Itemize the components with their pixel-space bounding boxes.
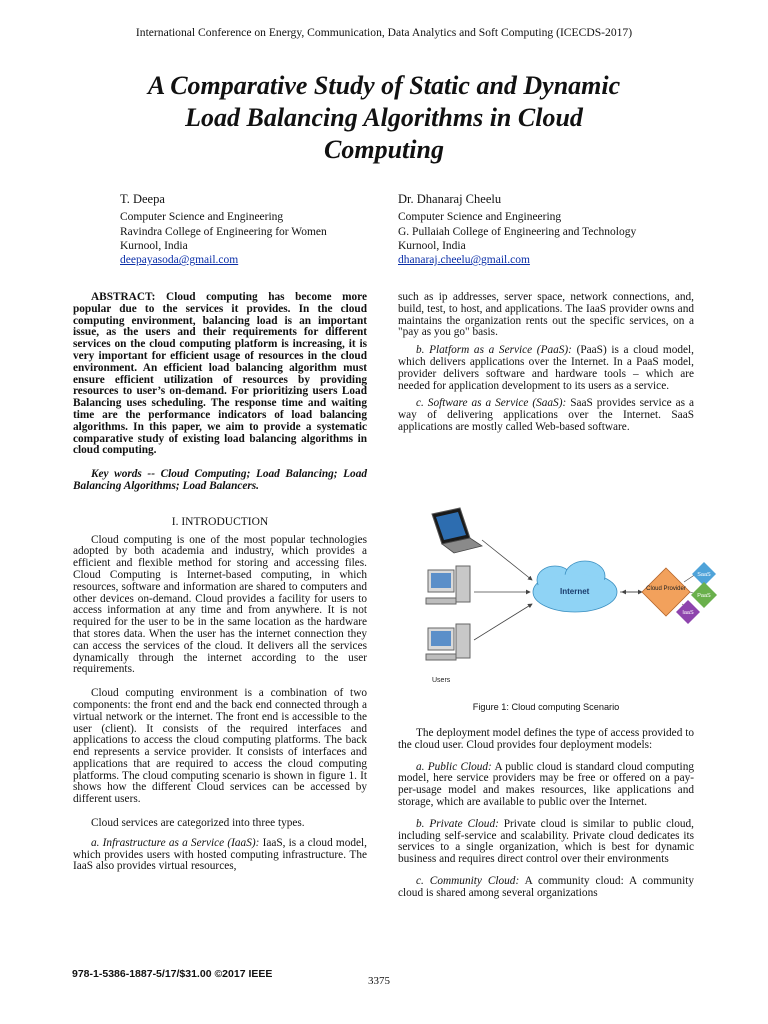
desktop-computer-icon [426,624,470,660]
connection-arrow [482,540,532,580]
title-line-2: Load Balancing Algorithms in Cloud [185,103,583,132]
connection-arrow [474,604,532,640]
abstract-label: ABSTRACT: [91,291,156,303]
private-cloud-label: b. Private Cloud: [416,817,499,830]
author-college: Ravindra College of Engineering for Women [120,225,327,238]
iaas-text: IaaS, is a cloud model, which provides users with hosted computing infrastructure. The IaaS also provides virtual resources, [73,836,367,873]
provider-label-text: Cloud Provider [646,586,686,592]
author-1 [120,192,390,267]
paas-text: (PaaS) is a cloud model, which delivers applications over the Internet. In a PaaS model, provider delivers software and hardware tools – which are needed for application development to its users as a service. [398,344,694,392]
intro-paragraph-1: Cloud computing is one of the most popular technologies adopted by both academia and industry, which provides a efficient and flexible method for storing and accessing files. Cloud Computing is Internet-based computing, in which resources, software and information are shared to computers and other devices on-demand. Cloud provides a facility for users to access information at any time and from anywhere. It is not required for the user to be in the same location as the hardware that stores data. When the user has the internet connection they can access the services of the cloud. It delivers all the services dynamically through the internet according to the user requirements. [73,533,367,676]
author-college: G. Pullaiah College of Engineering and Technology [398,225,637,238]
community-cloud-text: A community cloud: A community cloud is shared among several organizations [398,874,694,899]
title-line-1: A Comparative Study of Static and Dynamic [147,71,621,100]
left-column [73,292,367,873]
author-dept: Computer Science and Engineering [398,211,562,224]
right-column-bottom [398,728,694,900]
paas-node-label: PaaS [697,593,711,599]
private-cloud-paragraph [398,819,694,866]
iaas-node-label: IaaS [682,610,694,616]
abstract [73,292,367,457]
iaas-continued: such as ip addresses, server space, network connections, and, build, test, to host, and applications. The IaaS provider owns and maintains the organization rents out the specific services, on a "pay as you go" basis. [398,291,694,339]
abstract-text: Cloud computing has become more popular due to the services it provides. In the cloud computing environment, balancing load is an important issue, as the users and their requirements for different services on the cloud computing platform is increasing, it is very important for efficient usage of resources in the cloud environment. An efficient load balancing algorithm must ensure efficient utilization of resources by providing resources to user’s on-demand. For prioritizing users Load Balancing uses scheduling. The response time and waiting time are the performance indicators of load balancing algorithms. In this paper, we aim to provide a systematic comparative study of existing load balancing algorithms in cloud computing. [73,291,367,457]
author-email-link[interactable]: dhanaraj.cheelu@gmail.com [398,254,530,267]
laptop-icon [432,508,482,553]
saas-node-label: SaaS [697,572,711,578]
community-cloud-label: c. Community Cloud: [416,874,520,887]
public-cloud-label: a. Public Cloud: [416,760,492,773]
page-number: 3375 [368,975,390,987]
intro-paragraph-3: Cloud services are categorized into three types. [91,817,305,830]
paas-paragraph [398,345,694,392]
isbn-footer: 978-1-5386-1887-5/17/$31.00 ©2017 IEEE [72,968,273,980]
cloud-scenario-figure [420,500,720,690]
public-cloud-text: A public cloud is standard cloud computing model, here service providers may be free or offered on a pay-per-usage model and makes resources, like applications and storage, which are available to public over the Internet. [398,760,694,808]
intro-paragraph-2: Cloud computing environment is a combination of two components: the front end and the back end connected through a virtual network or the internet. The front end is accessible to the user (client). It consists of the required interfaces and applications to access the cloud computing platforms. The back end represents a service provider. It consists of interfaces and applications that are required to access the cloud computing platforms. The cloud computing scenario is shown in figure 1. It shows how the different Cloud services can be accessed by different users. [73,687,367,806]
desktop-computer-icon [426,566,470,604]
section-heading: I. INTRODUCTION [171,515,269,528]
paas-label: b. Platform as a Service (PaaS): [416,344,572,357]
users-label: Users [432,677,451,684]
author-name: Dr. Dhanaraj Cheelu [398,192,502,206]
saas-label: c. Software as a Service (SaaS): [416,397,567,410]
iaas-paragraph [73,838,367,873]
figure-caption: Figure 1: Cloud computing Scenario [472,702,620,712]
keywords: Key words -- Cloud Computing; Load Balancing; Load Balancing Algorithms; Load Balancers. [73,468,367,492]
author-city: Kurnool, India [120,239,188,252]
internet-label: Internet [560,587,590,596]
author-dept: Computer Science and Engineering [120,211,284,224]
author-city: Kurnool, India [398,239,466,252]
saas-paragraph [398,398,694,433]
iaas-label: a. Infrastructure as a Service (IaaS): [91,836,260,849]
paper-title [60,70,708,166]
deployment-paragraph: The deployment model defines the type of access provided to the cloud user. Cloud provides four deployment models: [398,727,694,751]
private-cloud-text: Private cloud is similar to public cloud, including self-service and scalability. Private cloud dedicates its services to a single organization, which is best for dynamic business and requires direct control over their environments [398,817,694,866]
title-line-3: Computing [324,135,444,164]
public-cloud-paragraph [398,762,694,809]
saas-text: SaaS provides service as a way of delivering applications over the Internet. SaaS applications are mostly called Web-based software. [398,397,694,433]
author-2 [398,192,698,267]
author-name: T. Deepa [120,192,165,206]
right-column-top [398,292,694,434]
conference-header: International Conference on Energy, Communication, Data Analytics and Soft Computing (ICECDS-2017) [135,26,633,39]
provider-label [646,586,686,592]
author-email-link[interactable]: deepayasoda@gmail.com [120,254,239,267]
community-cloud-paragraph [398,876,694,900]
